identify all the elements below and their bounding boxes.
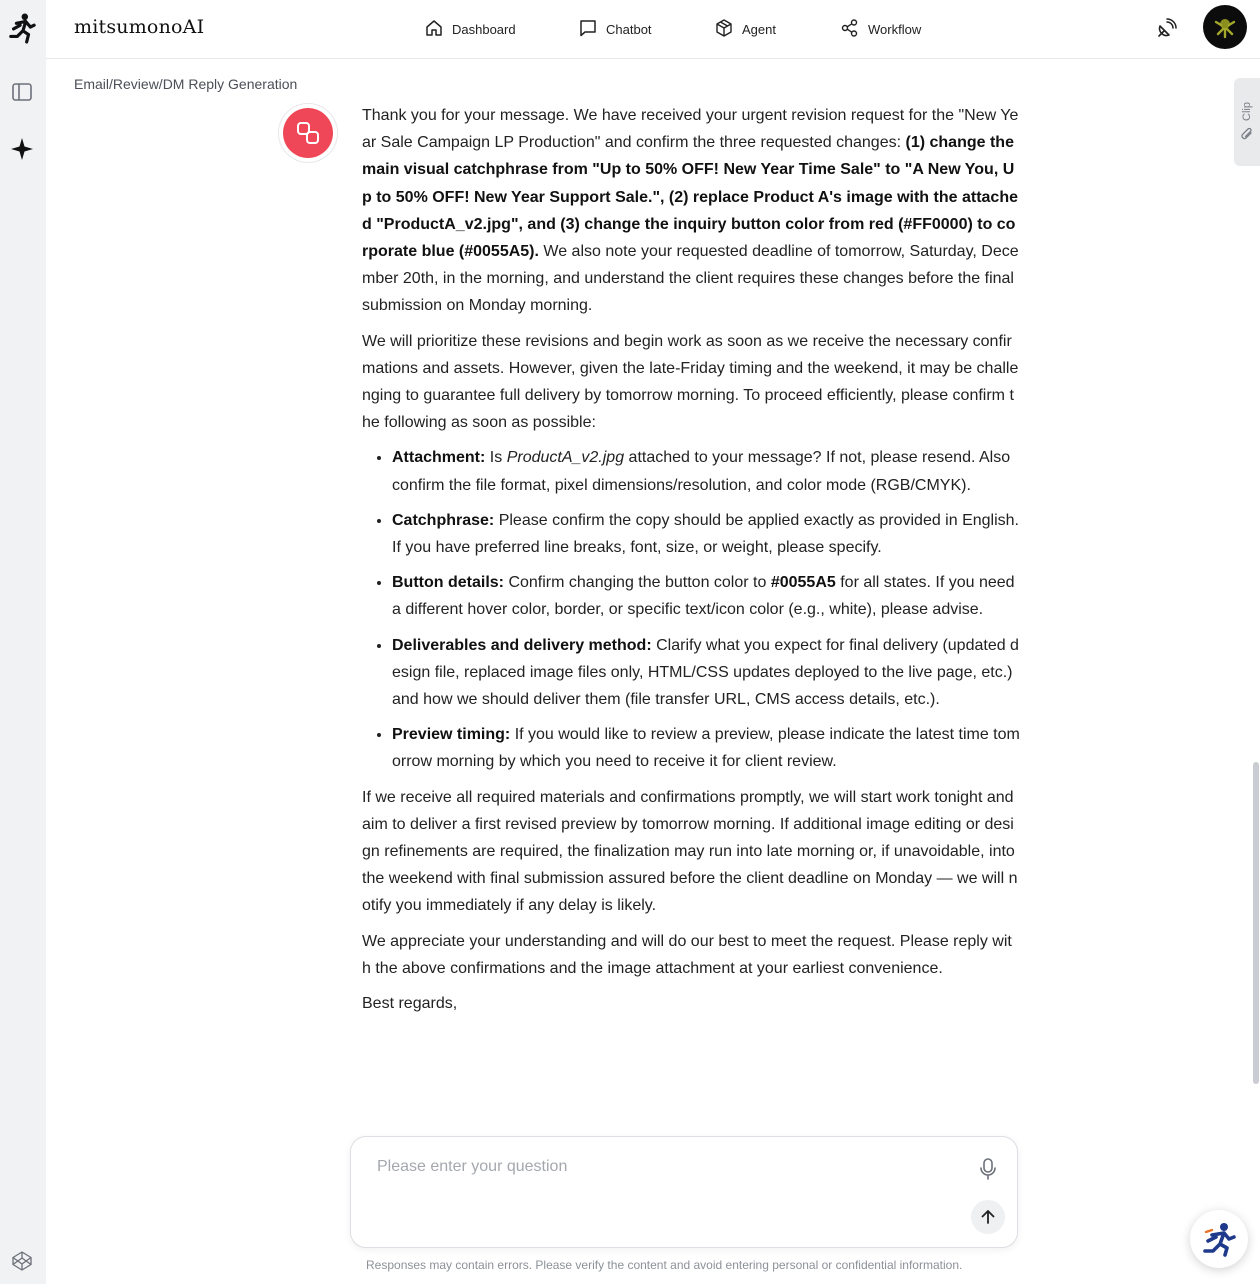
list-item — [392, 507, 1020, 561]
scrollbar-track[interactable] — [1252, 58, 1260, 1284]
brand-name[interactable]: mitsumonoAI — [74, 16, 205, 38]
message-paragraph: We will prioritize these revisions and begin work as soon as we receive the necessary confirmations and assets. However, given the late-Friday timing and the weekend, it may be challenging to guarantee full delivery by tomorrow morning. To proceed efficiently, please confirm the following as soon as possible: — [362, 332, 1019, 432]
message-text: Thank you for your message. We have received your urgent revision request for the "New Year Sale Campaign LP Production" and confirm the three requested changes: — [362, 107, 1019, 152]
question-input[interactable] — [375, 1157, 959, 1177]
bot-avatar — [278, 103, 338, 163]
scrollbar-thumb[interactable] — [1253, 762, 1259, 1084]
runner-mascot-icon — [1200, 1220, 1238, 1258]
message-bold-text: (1) change the main visual catchphrase from "Up to 50% OFF! New Year Time Sale" to "A New You, Up to 50% OFF! New Year Support Sale.", (2) replace Product A's image with the attached "ProductA_v2.jpg", and (3) change the inquiry button color from red (#FF0000) to corporate blue (#0055A5). — [362, 134, 1018, 261]
nav-dashboard-label: Dashboard — [452, 21, 516, 37]
top-bar — [46, 0, 1260, 59]
message-signoff: Best regards, — [362, 995, 458, 1013]
list-item-text: Confirm changing the button color to — [504, 574, 771, 592]
runner-logo-icon[interactable] — [8, 14, 36, 42]
list-item-title: Preview timing: — [392, 726, 511, 744]
nav-chatbot-label: Chatbot — [606, 21, 652, 37]
home-icon — [424, 18, 444, 41]
left-rail — [0, 0, 46, 1284]
chat-bubble-icon — [578, 18, 598, 41]
broadcast-icon[interactable] — [1152, 15, 1180, 43]
nav-chatbot[interactable] — [578, 0, 652, 58]
list-item — [392, 569, 1020, 623]
message-paragraph: If we receive all required materials and confirmations promptly, we will start work tonight and aim to deliver a first revised preview by tomorrow morning. If additional image editing or design refinements are required, the finalization may run into late morning or, if unavoidable, into the weekend with final submission assured before the client deadline on Monday — we will notify you immediately if any delay is likely. — [362, 788, 1018, 915]
chat-composer — [350, 1136, 1018, 1248]
clip-tab-label: Clip — [1241, 101, 1253, 121]
cube-icon — [714, 18, 734, 41]
confirmation-list — [362, 444, 1020, 775]
list-item-text: Please confirm the copy should be applied exactly as provided in English. If you have preferred line breaks, font, size, or weight, please specify. — [392, 511, 1019, 557]
list-item-title: Button details: — [392, 574, 504, 592]
codepen-icon[interactable] — [8, 1247, 36, 1275]
user-avatar[interactable] — [1203, 5, 1247, 49]
list-item-title: Attachment: — [392, 449, 486, 467]
breadcrumb: Email/Review/DM Reply Generation — [74, 76, 298, 92]
list-item-text: attached to your message? If not, please resend. Also confirm the file format, pixel dimensions/resolution, and color mode (RGB/CMYK). — [392, 449, 1011, 494]
list-item-text: If you would like to review a preview, please indicate the latest time tomorrow morning by which you need to receive it for client review. — [392, 726, 1020, 771]
sidebar-toggle-icon[interactable] — [8, 78, 36, 106]
arrow-up-icon — [979, 1208, 997, 1226]
disclaimer-text: Responses may contain errors. Please verify the content and avoid entering personal or confidential information. — [366, 1258, 963, 1272]
share-nodes-icon — [840, 18, 860, 41]
nav-dashboard[interactable] — [424, 0, 516, 58]
list-item-filename: ProductA_v2.jpg — [506, 449, 625, 467]
sparkle-icon[interactable] — [8, 135, 36, 163]
assistant-fab-button[interactable] — [1190, 1210, 1248, 1268]
nav-workflow-label: Workflow — [868, 21, 922, 37]
message-text: We also note your requested deadline of tomorrow, Saturday, December 20th, in the morning, and understand the client requires these changes before the final submission on Monday morning. — [362, 243, 1019, 315]
nav-workflow[interactable] — [840, 0, 921, 58]
list-item-text: Is — [485, 449, 507, 467]
list-item-title: Catchphrase: — [392, 511, 495, 529]
list-item-text: for all states. If you need a different hover color, border, or specific text/icon color (e.g., white), please advise. — [392, 574, 1015, 619]
bot-logo-icon — [283, 108, 333, 158]
list-item-title: Deliverables and delivery method: — [392, 636, 652, 654]
list-item-text: Clarify what you expect for final delivery (updated design file, replaced image files only, HTML/CSS updates deployed to the live page, etc.) and how we should deliver them (file transfer URL, CMS access details, etc.). — [392, 636, 1019, 709]
nav-agent-label: Agent — [742, 21, 776, 37]
list-item-color-code: #0055A5 — [770, 574, 836, 592]
send-button[interactable] — [971, 1200, 1005, 1234]
bot-message — [362, 102, 1020, 1126]
message-paragraph: We appreciate your understanding and will do our best to meet the request. Please reply with the above confirmations and the image attachment at your earliest convenience. — [362, 932, 1012, 977]
message-paragraph — [362, 102, 1020, 320]
list-item — [392, 632, 1020, 714]
list-item — [392, 444, 1020, 498]
list-item — [392, 721, 1020, 775]
nav-agent[interactable] — [714, 0, 776, 58]
microphone-icon[interactable] — [977, 1157, 999, 1181]
